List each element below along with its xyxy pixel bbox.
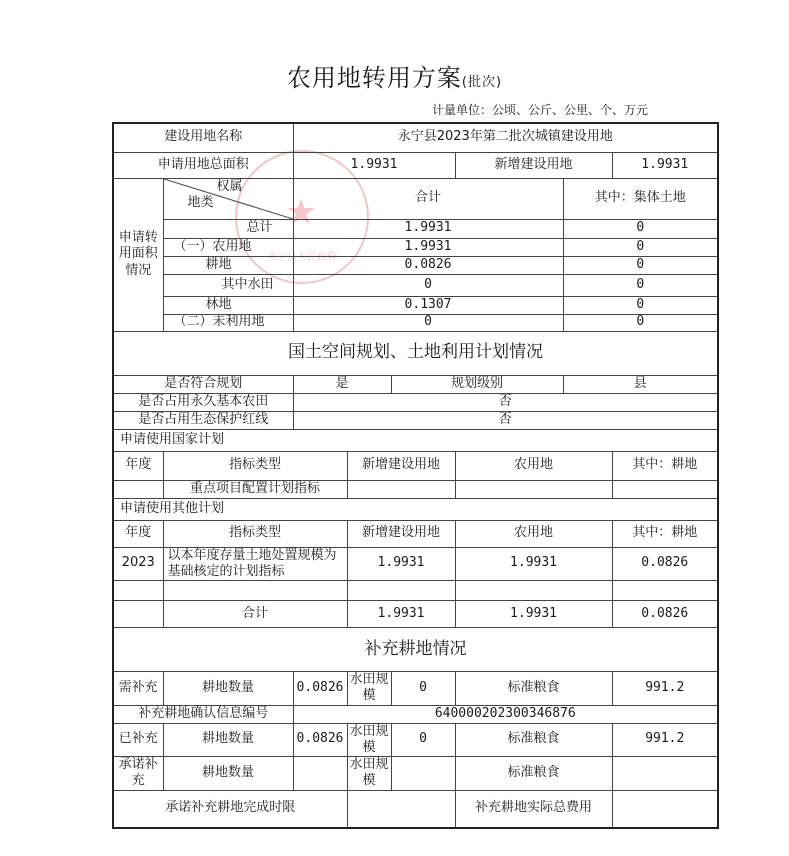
eco-redline-label: 是否占用生态保护红线 <box>113 411 293 429</box>
other-row-farm: 1.9931 <box>455 547 612 581</box>
other-sum-label: 合计 <box>163 601 347 628</box>
conform-label: 是否符合规划 <box>113 375 293 393</box>
supplement-section-heading: 补充耕地情况 <box>113 628 718 672</box>
promise-qty-value <box>293 757 347 791</box>
seal-star-icon: ★ <box>285 192 318 233</box>
new-construction-value: 1.9931 <box>612 152 718 178</box>
cost-label: 补充耕地实际总费用 <box>455 790 612 828</box>
other-row-year: 2023 <box>113 547 163 581</box>
page-title: 农用地转用方案(批次) <box>286 64 503 92</box>
title-suffix: (批次) <box>461 75 503 90</box>
project-name-label: 建设用地名称 <box>113 123 293 152</box>
deadline-value <box>347 790 455 828</box>
other-sum-new: 1.9931 <box>347 601 455 628</box>
promise-paddy-value <box>391 757 455 791</box>
national-year-cell <box>113 480 163 498</box>
national-col-farm: 农用地 <box>455 451 612 480</box>
total-area-label: 申请用地总面积 <box>113 152 293 178</box>
area-side-label: 申请转用面积情况 <box>113 178 163 331</box>
row-grand-total-label: 总计 <box>163 219 293 238</box>
basic-farmland-label: 是否占用永久基本农田 <box>113 393 293 411</box>
row-paddy-collective: 0 <box>563 274 718 296</box>
done-qty-value: 0.0826 <box>293 723 347 757</box>
promise-supplement-label: 承诺补充 <box>113 757 163 791</box>
col-total-header: 合计 <box>293 178 563 219</box>
total-area-value: 1.9931 <box>293 152 455 178</box>
national-col-new: 新增建设用地 <box>347 451 455 480</box>
project-name-value: 永宁县2023年第二批次城镇建设用地 <box>293 123 718 152</box>
confirm-number-value: 640000202300346876 <box>293 705 718 723</box>
row-agri-collective: 0 <box>563 238 718 256</box>
eco-redline-value: 否 <box>293 411 718 429</box>
national-arable-cell <box>612 480 718 498</box>
new-construction-label: 新增建设用地 <box>455 152 612 178</box>
row-arable-value: 0.0826 <box>293 256 563 274</box>
other-col-year: 年度 <box>113 520 163 547</box>
row-arable-collective: 0 <box>563 256 718 274</box>
done-paddy-label: 水田规模 <box>347 723 391 757</box>
row-forest-label: 林地 <box>163 296 293 314</box>
conversion-plan-table <box>112 122 719 829</box>
row-unused-label: （二）未利用地 <box>163 314 293 331</box>
planning-section-heading: 国土空间规划、土地利用计划情况 <box>113 331 718 375</box>
need-grain-label: 标准粮食 <box>455 672 612 706</box>
other-col-arable: 其中：耕地 <box>612 520 718 547</box>
deadline-label: 承诺补充耕地完成时限 <box>113 790 347 828</box>
key-project-indicator: 重点项目配置计划指标 <box>163 480 347 498</box>
done-qty-label: 耕地数量 <box>163 723 293 757</box>
row-paddy-label: 其中水田 <box>163 274 293 296</box>
need-paddy-label: 水田规模 <box>347 672 391 706</box>
unit-note: 计量单位：公顷、公斤、公里、个、万元 <box>432 103 649 117</box>
other-col-new: 新增建设用地 <box>347 520 455 547</box>
empty-cell <box>163 581 347 601</box>
promise-grain-label: 标准粮食 <box>455 757 612 791</box>
need-grain-value: 991.2 <box>612 672 718 706</box>
row-paddy-value: 0 <box>293 274 563 296</box>
other-sum-farm: 1.9931 <box>455 601 612 628</box>
plan-level-value: 县 <box>563 375 718 393</box>
header-land-type: 地类 <box>187 194 214 210</box>
diagonal-header-cell <box>163 178 293 219</box>
empty-cell <box>455 581 612 601</box>
row-forest-collective: 0 <box>563 296 718 314</box>
empty-cell <box>113 581 163 601</box>
row-agri-label: （一）农用地 <box>163 238 293 256</box>
plan-level-label: 规划级别 <box>391 375 563 393</box>
other-row-new: 1.9931 <box>347 547 455 581</box>
row-forest-value: 0.1307 <box>293 296 563 314</box>
other-sum-arable: 0.0826 <box>612 601 718 628</box>
other-plan-heading: 申请使用其他计划 <box>113 498 718 520</box>
national-new-cell <box>347 480 455 498</box>
row-agri-value: 1.9931 <box>293 238 563 256</box>
cost-value <box>612 790 718 828</box>
confirm-number-label: 补充耕地确认信息编号 <box>113 705 293 723</box>
empty-cell <box>612 581 718 601</box>
national-col-arable: 其中：耕地 <box>612 451 718 480</box>
other-row-arable: 0.0826 <box>612 547 718 581</box>
promise-paddy-label: 水田规模 <box>347 757 391 791</box>
promise-qty-label: 耕地数量 <box>163 757 293 791</box>
need-paddy-value: 0 <box>391 672 455 706</box>
done-supplement-label: 已补充 <box>113 723 163 757</box>
header-ownership: 权属 <box>216 178 243 194</box>
promise-grain-value <box>612 757 718 791</box>
other-col-type: 指标类型 <box>163 520 347 547</box>
col-collective-header: 其中：集体土地 <box>563 178 718 219</box>
done-paddy-value: 0 <box>391 723 455 757</box>
national-farm-cell <box>455 480 612 498</box>
done-grain-value: 991.2 <box>612 723 718 757</box>
empty-cell <box>347 581 455 601</box>
done-grain-label: 标准粮食 <box>455 723 612 757</box>
need-supplement-label: 需补充 <box>113 672 163 706</box>
national-col-year: 年度 <box>113 451 163 480</box>
sum-year-cell <box>113 601 163 628</box>
need-qty-label: 耕地数量 <box>163 672 293 706</box>
row-unused-collective: 0 <box>563 314 718 331</box>
need-qty-value: 0.0826 <box>293 672 347 706</box>
conform-value: 是 <box>293 375 391 393</box>
other-col-farm: 农用地 <box>455 520 612 547</box>
national-plan-heading: 申请使用国家计划 <box>113 429 718 451</box>
seal-text: 永宁县人民政府 <box>267 252 337 263</box>
row-arable-label: 耕地 <box>163 256 293 274</box>
other-row-type: 以本年度存量土地处置规模为基础核定的计划指标 <box>163 547 347 581</box>
row-grand-total-value: 1.9931 <box>293 219 563 238</box>
national-col-type: 指标类型 <box>163 451 347 480</box>
row-grand-total-collective: 0 <box>563 219 718 238</box>
row-unused-value: 0 <box>293 314 563 331</box>
basic-farmland-value: 否 <box>293 393 718 411</box>
